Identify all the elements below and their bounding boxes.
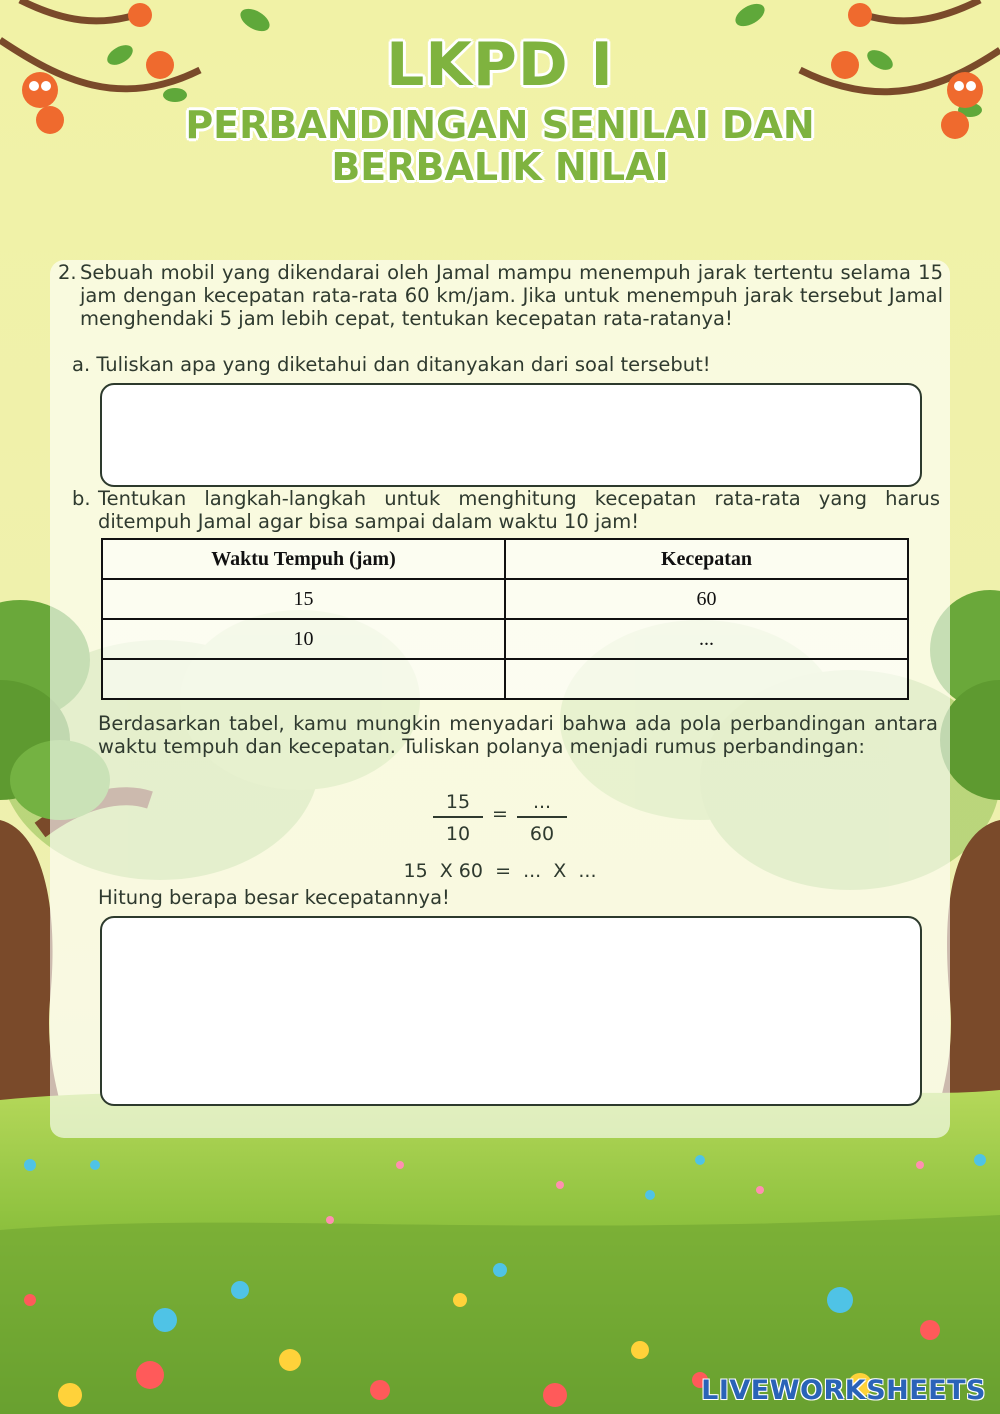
part-b-text: Tentukan langkah-langkah untuk menghitung kecepatan rata-rata yang harus ditempuh Jamal agar bisa sampai dalam waktu 10 jam! [98, 487, 940, 533]
question-2 [58, 261, 943, 330]
fraction-right-numerator[interactable]: ... [532, 791, 552, 813]
question-text: Sebuah mobil yang dikendarai oleh Jamal mampu menempuh jarak tertentu selama 15 jam dengan kecepatan rata-rata 60 km/jam. Jika untuk menempuh jarak tersebut Jamal menghendaki 5 jam lebih cepat, tentukan kecepatan rata-ratanya! [80, 261, 943, 330]
header-kecepatan: Kecepatan [505, 539, 908, 579]
answer-box-part-a[interactable] [100, 383, 922, 487]
cell-kecepatan: 60 [505, 579, 908, 619]
part-b-label: b. [72, 487, 91, 510]
table-header-row [102, 539, 908, 579]
subtitle-line-2: BERBALIK NILAI [331, 145, 669, 189]
fraction-bar [433, 816, 483, 818]
equals-sign: = [492, 803, 508, 825]
question-part-a: a. Tuliskan apa yang diketahui dan ditanyakan dari soal tersebut! [72, 353, 711, 376]
fraction-left-denominator: 10 [445, 823, 471, 845]
cell-kecepatan-blank[interactable]: ... [505, 619, 908, 659]
page-subtitle [0, 104, 1000, 188]
fraction-left [433, 790, 483, 846]
cell-waktu-empty[interactable] [102, 659, 505, 699]
question-number: 2. [58, 261, 77, 284]
table-row [102, 579, 908, 619]
question-part-b [72, 487, 940, 533]
cell-waktu: 10 [102, 619, 505, 659]
fraction-left-numerator: 15 [445, 791, 471, 813]
fraction-right [517, 790, 567, 846]
fraction-right-denominator: 60 [529, 823, 555, 845]
subtitle-line-1: PERBANDINGAN SENILAI DAN [185, 103, 815, 147]
header-waktu-tempuh: Waktu Tempuh (jam) [102, 539, 505, 579]
calculate-instruction: Hitung berapa besar kecepatannya! [98, 886, 450, 909]
cell-waktu: 15 [102, 579, 505, 619]
table-row [102, 619, 908, 659]
liveworksheets-logo: LIVEWORKSHEETS [701, 1375, 986, 1406]
cell-kecepatan-empty[interactable] [505, 659, 908, 699]
answer-box-calculation[interactable] [100, 916, 922, 1106]
fraction-bar [517, 816, 567, 818]
pattern-instruction: Berdasarkan tabel, kamu mungkin menyadari bahwa ada pola perbandingan antara waktu tempuh dan kecepatan. Tuliskan polanya menjadi rumus perbandingan: [98, 712, 938, 758]
table-row [102, 659, 908, 699]
ratio-table [101, 538, 909, 700]
page-title: LKPD I [386, 30, 614, 100]
cross-multiply-line: 15 X 60 = ... X ... [403, 860, 597, 882]
